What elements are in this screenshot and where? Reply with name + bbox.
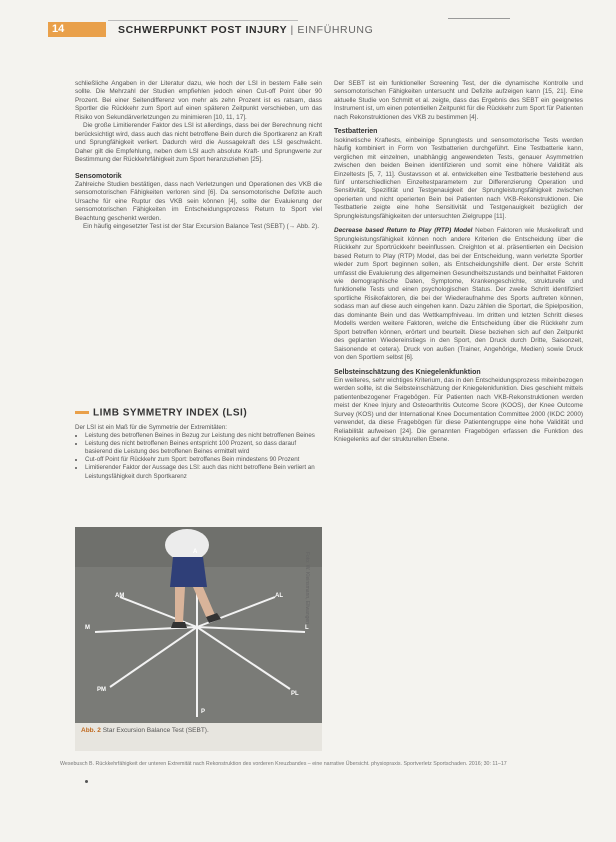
header-rule-right [448, 18, 510, 19]
lsi-list [75, 432, 322, 481]
lsi-intro: Der LSI ist ein Maß für die Symmetrie der Extremitäten: [75, 424, 227, 431]
section-separator: | [290, 24, 294, 36]
lsi-box-title: LIMB SYMMETRY INDEX (LSI) [93, 407, 248, 419]
sebt-photo [75, 527, 322, 723]
direction-label: AM [115, 593, 125, 599]
direction-label: A [193, 549, 198, 555]
caption-label: Abb. 2 [81, 727, 101, 734]
lsi-list-item: • Leistung des nicht betroffenen Beines entspricht 100 Prozent, so dass darauf basierend die Leistung des betroffenen Beines ermittelt wird [85, 440, 322, 456]
direction-label: AL [275, 593, 283, 599]
section-header [118, 24, 373, 36]
right-column [334, 80, 583, 445]
section-title: SCHWERPUNKT POST INJURY [118, 24, 287, 36]
lsi-box [75, 424, 322, 481]
direction-label: P [201, 709, 206, 715]
header-rule-left [108, 20, 298, 21]
left-paragraph-1: schließliche Angaben in der Literatur dazu, wie hoch der LSI in bestem Falle sein sollte. Die Mehrzahl der Studien empfiehlen jedoch einen Cut-off Point über 90 Prozent. Bei einer Seitendifferenz von mehr als zehn Prozent ist es ratsam, dass Sportler die Rückkehr zum Sport auf einen späteren Zeitpunkt verschieben, um das Risiko von Sekundärverletzungen zu minimieren [10, 11, 17]. [75, 80, 322, 121]
direction-label: M [85, 625, 90, 631]
sensomotorik-text: Zahlreiche Studien bestätigen, dass nach Verletzungen und Operationen des VKB die sensomotorischen Fähigkeiten verloren sind [6]. Da sensomotorische Defizite auch Ursache für eine Ruptur des VKB sein können [4], sollte der Evaluierung der sensomotorischen Fähigkeiten im Entscheidungsprozess Return to Sport viel Beachtung geschenkt werden. [75, 180, 322, 222]
section-subtitle: EINFÜHRUNG [297, 24, 374, 36]
selbst-heading: Selbsteinschätzung des Kniegelenkfunktion [334, 368, 481, 376]
direction-label: PL [291, 691, 299, 697]
sensomotorik-heading: Sensomotorik [75, 172, 122, 180]
sebt-illustration [75, 527, 322, 723]
selbst-text: Ein weiteres, sehr wichtiges Kriterium, das in den Entscheidungsprozess miteinbezogen werden sollte, ist die Selbsteinschätzung der Kniegelenkfunktion. Dies geschieht mittels patientenbezogener Fragebögen. Für Patienten nach VKB-Rekonstruktionen werden meist der Knee Injury and Osteoarthritis Outcome Score (KOOS), der Knee Outcome Survey (KOS) und der International Knee Documentation Committee 2000 (IKDC 2000) verwendet, da diese Fragebögen für diese Patientengruppe eine hohe Validität und Reliabilität aufweisen [24]. Die genannten Fragebögen erfassen die Funktion des Kniegelenks auf der strukturellen Ebene. [334, 376, 583, 444]
rtp-text: Neben Faktoren wie Muskelkraft und Sprungleistungsfähigkeit können noch andere Kriterien die Entscheidung über die Rückkehr zur Sportrückkehr beeinflussen. Creighton et al. präsentierten ein Decision based Return to Play (RTP) Model, das bei der Entscheidung, wann verletzte Sportler wieder zum Sport beginnen sollen, als Entscheidungshilfe dient. Der erste Schritt umfasst die Evaluierung des allgemeinen Gesundheitszustands und beinhaltet Faktoren wie demographische Daten, Symptome, Krankengeschichte, strukturelle und funktionelle Tests und einen psychologischen Status. Der zweite Schritt identifiziert sportliche Risikofaktoren, die bei der Wiederaufnahme des Sports auftreten können, sodass man auf diese auch eingehen kann. Dazu zählen die Sportart, die Spielposition, das dominante Bein und das Wettkampfniveau. Im dritten und letzten Schritt dieses Modells werden weitere Faktoren, welche die Entscheidung über die Rückkehr zum Sport betreffen können, erörtert und beurteilt. Diese beziehen sich auf den Zeitpunkt des geplanten Wiedereinstiegs in den Sport, den Druck durch Dritte, Saisonzeit, Saisonende et cetera). Druck von außen (Trainer, Angehörige, Medien) sowie Druck von den Sportlern selbst [6]. [334, 227, 584, 362]
figure-caption [81, 727, 209, 734]
bullet-dot [85, 780, 88, 783]
rtp-paragraph [334, 227, 583, 362]
lsi-list-item: • Leistung des betroffenen Beines in Bezug zur Leistung des nicht betroffenen Beines [85, 432, 322, 440]
caption-text: Star Excursion Balance Test (SEBT). [102, 727, 209, 734]
lsi-box-header [75, 404, 322, 422]
photo-credit: Foto: W. Kleinsmann, Ellwangen [304, 552, 310, 624]
left-paragraph-2: Die große Limitierender Faktor des LSI ist allerdings, dass bei der Berechnung nicht berücksichtigt wird, dass auch das nicht betroffene Bein durch die Sportkarenz an Kraft und Sprungfähigkeit verliert. Dadurch wird die Aussagekraft des LSI geschwächt. Daher gilt die Empfehlung, neben dem LSI auch absolute Kraft- und Sprungwerte zur Bestimmung der Rückkehrfähigkeit zum Sport heranzuziehen [25]. [75, 122, 322, 164]
rtp-heading: Decrease based Return to Play (RTP) Model [334, 227, 473, 235]
lsi-list-item: • Limitierender Faktor der Aussage des LSI: auch das nicht betroffene Bein verliert an Leistungsfähigkeit durch Sportkarenz [85, 464, 322, 480]
right-paragraph-1: Der SEBT ist ein funktioneller Screening Test, der die dynamische Kontrolle und sensomotorischen Fähigkeiten untersucht und Defizite aufzeigen kann [15, 21]. Eine aktuelle Studie von Schmitt et al. zeigte, dass das Ergebnis des SEBT ein geeignetes Instrument ist, um einen potentiellen Zeitpunkt für die Rückkehr zum Sport für Patienten nach Rekonstruktionen des VKB zu bestimmen [4]. [334, 80, 583, 121]
testbatterien-text: Isokinetische Kraftests, einbeinige Sprungtests und sensomotorische Tests werden häufig kombiniert in Form von Testbatterien durchgeführt. Eine Testbatterie kann, verglichen mit einzelnen, unabhängig angewendeten Tests, genauer Asymmetrien zwischen den beiden Beinen identifizieren und somit eine höhere Validität als Einzeltests [5, 7, 11]. Gustavsson et al. entwickelten eine Testbatterie bestehend aus fünf unterschiedlichen Einzeltestparametern zur Differenzierung Operation und Sensitivität, Spezifität und Testgenauigkeit der Sprungleistungsfähigkeit zwischen operierten und nicht operierten Bein bei Patienten nach VKB-Rekonstruktionen. Die Testbatterie zeigte eine hohe Sensitivität und Testgenauigkeit bezüglich der Sprungleistungsfähigkeiten der untersuchten Zielgruppe [11]. [334, 136, 583, 220]
direction-label: PM [97, 687, 106, 693]
sensomotorik-text-2: Ein häufig eingesetzter Test ist der Star Excursion Balance Test (SEBT) (→ Abb. 2). [83, 223, 319, 231]
left-column [75, 80, 322, 232]
lsi-accent-bar [75, 411, 89, 414]
page-footer: Wesebusch B. Rückkehrfähigkeit der unteren Extremität nach Rekonstruktion des vorderen Kreuzbandes – eine narrative Übersicht. physiopraxis. Sportverletz Sportschaden. 2016; 30: 11–17 [60, 761, 507, 767]
figure-sebt [75, 527, 322, 751]
page-number: 14 [48, 22, 106, 37]
testbatterien-heading: Testbatterien [334, 128, 378, 136]
direction-label: L [305, 625, 309, 631]
lsi-list-item: • Cut-off Point für Rückkehr zum Sport: betroffenes Bein mindestens 90 Prozent [85, 456, 322, 464]
